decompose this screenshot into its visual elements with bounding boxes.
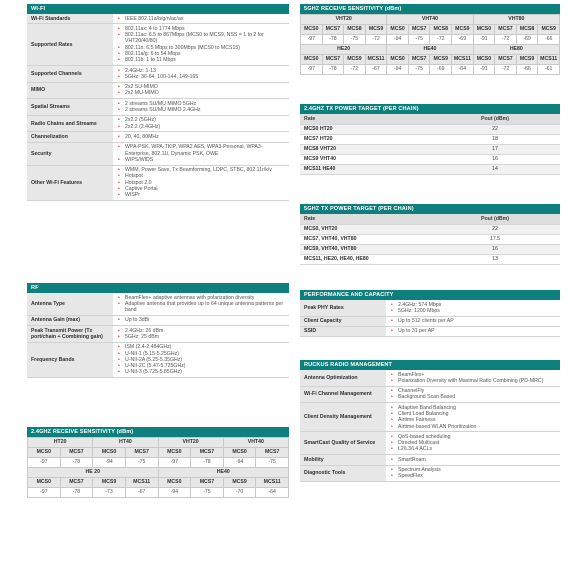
group-header: HE80 bbox=[473, 45, 559, 55]
value-cell: -72 bbox=[344, 65, 366, 75]
rate-cell: MCS0 HT20 bbox=[300, 124, 430, 134]
spec-value-list bbox=[117, 134, 285, 140]
column-header: MCS9 bbox=[452, 25, 474, 35]
spec-row-security bbox=[27, 142, 289, 165]
spec-label: Diagnostic Tools bbox=[300, 465, 386, 482]
value-cell: -97 bbox=[158, 458, 191, 468]
rx5-table bbox=[300, 14, 560, 75]
spec-value-item: • 2 streams SU/MU MIMO 2.4GHz bbox=[117, 107, 285, 113]
column-header: MCS7 bbox=[191, 478, 224, 488]
column-header: MCS7 bbox=[408, 25, 430, 35]
pout-cell: 13 bbox=[430, 254, 560, 264]
spec-value-item: • Up to 31 per AP bbox=[390, 328, 556, 334]
value-cell: -94 bbox=[93, 458, 126, 468]
column-header: MCS0 bbox=[28, 478, 61, 488]
rf-header: RF bbox=[27, 283, 289, 293]
spec-value-item: • Up to 512 clients per AP bbox=[390, 318, 556, 324]
column-header: MCS7 bbox=[495, 25, 517, 35]
spec-row-mobility bbox=[300, 455, 560, 465]
column-header: MCS0 bbox=[387, 25, 409, 35]
spec-value-item: • Adaptive antenna that provides up to 64 unique antenna patterns per band bbox=[117, 301, 285, 314]
value-cell: -78 bbox=[322, 65, 344, 75]
perf-spec-table bbox=[300, 300, 560, 337]
value-cell: -75 bbox=[344, 35, 366, 45]
spec-value-item: • Polarization Diversity with Maximal Ratio Combining (PD-MRC) bbox=[390, 378, 556, 384]
column-header: MCS7 bbox=[60, 448, 93, 458]
pout-header: Pout (dBm) bbox=[430, 114, 560, 124]
spec-value-item: • 2x2:2 (2.4GHz) bbox=[117, 124, 285, 130]
header-row bbox=[300, 214, 560, 224]
value-cell: -91 bbox=[473, 35, 495, 45]
value-cell: -66 bbox=[516, 65, 538, 75]
spec-value-item: • 802.11ax: 4 to 1774 Mbps bbox=[117, 26, 285, 32]
spec-label: Antenna Type bbox=[27, 293, 113, 315]
spec-row-other-wi-fi-features bbox=[27, 165, 289, 200]
value-cell: -78 bbox=[60, 488, 93, 498]
column-header: MCS0 bbox=[28, 448, 61, 458]
rate-header: Rate bbox=[300, 114, 430, 124]
spec-value bbox=[386, 455, 560, 465]
tx5-table bbox=[300, 214, 560, 265]
spec-value bbox=[113, 165, 289, 200]
spec-label: Wi-Fi Channel Management bbox=[300, 386, 386, 403]
column-header: MCS0 bbox=[473, 55, 495, 65]
rx24-header: 2.4GHZ RECEIVE SENSITIVITY (dBm) bbox=[27, 427, 289, 437]
spec-value-list bbox=[390, 467, 556, 480]
spec-value bbox=[113, 142, 289, 165]
table-row bbox=[300, 124, 560, 134]
spec-value-item: • SmartRoam bbox=[390, 457, 556, 463]
spec-value-list bbox=[117, 144, 285, 163]
spec-value-list bbox=[117, 68, 285, 81]
spec-value-item: • QoS-based scheduling bbox=[390, 434, 556, 440]
spec-value bbox=[113, 66, 289, 83]
spec-label: Peak Transmit Power (Tx port/chain + Combining gain) bbox=[27, 326, 113, 343]
column-header: MCS9 bbox=[344, 55, 366, 65]
group-header: VHT20 bbox=[158, 438, 223, 448]
column-header: MCS9 bbox=[538, 25, 560, 35]
rx24-table bbox=[27, 437, 289, 498]
spec-label: Mobility bbox=[300, 455, 386, 465]
spec-value bbox=[386, 326, 560, 336]
spec-value bbox=[113, 24, 289, 66]
spec-value-item: • U-NII-2C (5.47-5.725GHz) bbox=[117, 363, 285, 369]
wifi-section bbox=[27, 4, 289, 201]
pout-cell: 16 bbox=[430, 154, 560, 164]
spec-row-wi-fi-standards bbox=[27, 14, 289, 24]
perf-header: PERFORMANCE AND CAPACITY bbox=[300, 290, 560, 300]
spec-value-list bbox=[117, 295, 285, 314]
rf-spec-table bbox=[27, 293, 289, 378]
group-header: HE20 bbox=[301, 45, 387, 55]
value-cell: -94 bbox=[158, 488, 191, 498]
value-cell: -94 bbox=[387, 35, 409, 45]
table-row bbox=[300, 164, 560, 174]
group-header: VHT20 bbox=[301, 15, 387, 25]
value-cell: -97 bbox=[301, 35, 323, 45]
spec-value-item: • Up to 3dBi bbox=[117, 317, 285, 323]
rate-cell: MCS11 HE40 bbox=[300, 164, 430, 174]
pout-cell: 18 bbox=[430, 134, 560, 144]
spec-value-item: • 802.11b: 1 to 11 Mbps bbox=[117, 57, 285, 63]
rx5-section bbox=[300, 4, 560, 75]
spec-value-list bbox=[117, 101, 285, 114]
spec-value-item: • 20, 40, 80MHz bbox=[117, 134, 285, 140]
spec-label: Client Capacity bbox=[300, 316, 386, 326]
column-header: MCS7 bbox=[322, 55, 344, 65]
value-cell: -75 bbox=[125, 458, 158, 468]
spec-value bbox=[386, 432, 560, 455]
mgmt-header: RUCKUS RADIO MANAGEMENT bbox=[300, 360, 560, 370]
spec-row-peak-transmit-power-tx-port-chain-combining-gain bbox=[27, 326, 289, 343]
spec-row-frequency-bands bbox=[27, 342, 289, 377]
column-header: MCS7 bbox=[495, 55, 517, 65]
spec-value-item: • 5GHz: 36-64, 100-144, 149-165 bbox=[117, 74, 285, 80]
wifi-spec-table bbox=[27, 14, 289, 201]
spec-label: Spatial Streams bbox=[27, 99, 113, 116]
spec-value bbox=[386, 316, 560, 326]
column-header: MCS11 bbox=[256, 478, 289, 488]
spec-value-item: • Hotspot 2.0 bbox=[117, 180, 285, 186]
column-header: MCS7 bbox=[125, 448, 158, 458]
value-cell: -70 bbox=[223, 488, 256, 498]
value-cell: -94 bbox=[387, 65, 409, 75]
pout-cell: 22 bbox=[430, 224, 560, 234]
spec-label: Other Wi-Fi Features bbox=[27, 165, 113, 200]
spec-value bbox=[113, 132, 289, 142]
column-header: MCS7 bbox=[191, 448, 224, 458]
group-header: VHT40 bbox=[387, 15, 473, 25]
spec-value-item: • SpeedFlex bbox=[390, 473, 556, 479]
spec-label: Supported Channels bbox=[27, 66, 113, 83]
column-header: MCS7 bbox=[256, 448, 289, 458]
spec-value-item: • 2.4GHz: 26 dBm bbox=[117, 328, 285, 334]
value-cell: -67 bbox=[365, 65, 387, 75]
spec-value-item: • 2x2:2 (5GHz) bbox=[117, 117, 285, 123]
spec-label: SmartCast Quality of Service bbox=[300, 432, 386, 455]
spec-value-item: • BeamFlex+ bbox=[390, 372, 556, 378]
column-header: MCS8 bbox=[516, 25, 538, 35]
column-header: MCS11 bbox=[365, 55, 387, 65]
pout-header: Pout (dBm) bbox=[430, 214, 560, 224]
rate-cell: MCS7, VHT40, VHT80 bbox=[300, 234, 430, 244]
table-row bbox=[300, 154, 560, 164]
spec-value-item: • Airtime-based WLAN Prioritization bbox=[390, 424, 556, 430]
spec-row-wi-fi-channel-management bbox=[300, 386, 560, 403]
spec-value-item: • 5GHz: 25 dBm bbox=[117, 334, 285, 340]
group-header: HE40 bbox=[387, 45, 473, 55]
group-header-row bbox=[301, 15, 560, 25]
spec-value bbox=[386, 403, 560, 432]
pout-cell: 14 bbox=[430, 164, 560, 174]
spec-row-supported-rates bbox=[27, 24, 289, 66]
spec-value-item: • Captive Portal bbox=[117, 186, 285, 192]
table-row bbox=[300, 144, 560, 154]
value-cell: -75 bbox=[408, 65, 430, 75]
spec-row-channelization bbox=[27, 132, 289, 142]
spec-value-list bbox=[117, 317, 285, 323]
pout-cell: 17 bbox=[430, 144, 560, 154]
spec-value-item: • ChannelFly bbox=[390, 388, 556, 394]
spec-value-item: • WPA-PSK, WPA-TKIP, WPA2 AES, WPA3-Personal, WPA3-Enterprise, 802.11i, Dynamic PSK, OWE bbox=[117, 144, 285, 157]
value-cell: -75 bbox=[408, 35, 430, 45]
rx5-header: 5GHZ RECEIVE SENSITIVITY (dBm) bbox=[300, 4, 560, 14]
spec-value-list bbox=[390, 457, 556, 463]
column-header: MCS9 bbox=[430, 55, 452, 65]
spec-value-item: • IEEE 802.11a/b/g/n/ac/ax bbox=[117, 16, 285, 22]
spec-row-peak-phy-rates bbox=[300, 300, 560, 316]
column-header: MCS8 bbox=[344, 25, 366, 35]
value-cell: -61 bbox=[538, 65, 560, 75]
column-header-row bbox=[28, 448, 289, 458]
spec-label: Peak PHY Rates bbox=[300, 300, 386, 316]
group-header-row bbox=[28, 438, 289, 448]
table-row bbox=[300, 224, 560, 234]
spec-value-item: • WISPr bbox=[117, 192, 285, 198]
spec-value-item: • 2.4GHz: 574 Mbps bbox=[390, 302, 556, 308]
column-header: MCS0 bbox=[223, 448, 256, 458]
spec-value bbox=[113, 326, 289, 343]
spec-value bbox=[386, 370, 560, 386]
spec-value bbox=[386, 386, 560, 403]
table-row bbox=[300, 134, 560, 144]
spec-row-client-capacity bbox=[300, 316, 560, 326]
spec-value-list bbox=[117, 84, 285, 97]
spec-value-item: • 802.11ac: 6.5 to 867Mbps (MCS0 to MCS9, NSS = 1 to 2 for VHT20/40/80) bbox=[117, 32, 285, 45]
spec-row-antenna-type bbox=[27, 293, 289, 315]
spec-label: SSID bbox=[300, 326, 386, 336]
spec-row-smartcast-quality-of-service bbox=[300, 432, 560, 455]
spec-value-list bbox=[117, 16, 285, 22]
column-header: MCS7 bbox=[60, 478, 93, 488]
column-header-row bbox=[28, 478, 289, 488]
spec-value-list bbox=[390, 405, 556, 430]
spec-row-spatial-streams bbox=[27, 99, 289, 116]
spec-row-supported-channels bbox=[27, 66, 289, 83]
value-cell: -78 bbox=[322, 35, 344, 45]
rate-header: Rate bbox=[300, 214, 430, 224]
table-row bbox=[300, 244, 560, 254]
spec-value-item: • 802.11a/g: 6 to 54 Mbps bbox=[117, 51, 285, 57]
spec-row-client-density-management bbox=[300, 403, 560, 432]
spec-value-item: • Adaptive Band Balancing bbox=[390, 405, 556, 411]
spec-value-item: • Spectrum Analysis bbox=[390, 467, 556, 473]
value-cell: -73 bbox=[93, 488, 126, 498]
column-header: MCS11 bbox=[125, 478, 158, 488]
header-row bbox=[300, 114, 560, 124]
spec-value-item: • Airtime Fairness bbox=[390, 417, 556, 423]
spec-value-list bbox=[390, 328, 556, 334]
spec-label: Client Density Management bbox=[300, 403, 386, 432]
group-header: VHT40 bbox=[223, 438, 288, 448]
wifi-header: WI-FI bbox=[27, 4, 289, 14]
spec-value bbox=[113, 82, 289, 99]
spec-value bbox=[113, 315, 289, 325]
spec-value-item: • Directed Multicast bbox=[390, 440, 556, 446]
spec-value-item: • WIPS/WIDS bbox=[117, 157, 285, 163]
group-header: HT20 bbox=[28, 438, 93, 448]
pout-cell: 17.5 bbox=[430, 234, 560, 244]
value-cell: -72 bbox=[495, 35, 517, 45]
column-header: MCS0 bbox=[387, 55, 409, 65]
value-cell-row bbox=[28, 488, 289, 498]
mgmt-section bbox=[300, 360, 560, 482]
spec-value-item: • Hotspot bbox=[117, 173, 285, 179]
spec-value-list bbox=[117, 117, 285, 130]
mgmt-spec-table bbox=[300, 370, 560, 482]
column-header: MCS0 bbox=[93, 448, 126, 458]
value-cell: -78 bbox=[191, 458, 224, 468]
spec-value-item: • 2 streams SU/MU MIMO 5GHz bbox=[117, 101, 285, 107]
spec-value-item: • Background Scan Based bbox=[390, 394, 556, 400]
column-header: MCS11 bbox=[452, 55, 474, 65]
column-header: MCS9 bbox=[93, 478, 126, 488]
column-header: MCS8 bbox=[430, 25, 452, 35]
spec-row-antenna-optimization bbox=[300, 370, 560, 386]
value-cell: -94 bbox=[223, 458, 256, 468]
spec-row-diagnostic-tools bbox=[300, 465, 560, 482]
value-cell-row bbox=[28, 458, 289, 468]
value-cell: -69 bbox=[516, 35, 538, 45]
spec-label: Frequency Bands bbox=[27, 342, 113, 377]
tx24-header: 2.4GHZ TX POWER TARGET (PER CHAIN) bbox=[300, 104, 560, 114]
column-header: MCS0 bbox=[301, 25, 323, 35]
rf-section bbox=[27, 283, 289, 378]
spec-value-list bbox=[117, 167, 285, 198]
group-header-row bbox=[28, 468, 289, 478]
spec-value-item: • ISM (2.4-2.484GHz) bbox=[117, 344, 285, 350]
tx5-section bbox=[300, 204, 560, 265]
table-row bbox=[300, 234, 560, 244]
column-header: MCS7 bbox=[322, 25, 344, 35]
perf-section bbox=[300, 290, 560, 337]
rate-cell: MCS0, VHT20 bbox=[300, 224, 430, 234]
rate-cell: MCS9, VHT40, VHT80 bbox=[300, 244, 430, 254]
spec-value-list bbox=[117, 344, 285, 375]
spec-value bbox=[113, 342, 289, 377]
value-cell: -97 bbox=[28, 488, 61, 498]
spec-label: Security bbox=[27, 142, 113, 165]
spec-value-item: • 5GHz: 1200 Mbps bbox=[390, 308, 556, 314]
value-cell: -64 bbox=[452, 65, 474, 75]
spec-value-item: • WMM, Power Save, Tx Beamforming, LDPC, STBC, 802.11r/k/v bbox=[117, 167, 285, 173]
value-cell: -78 bbox=[60, 458, 93, 468]
column-header: MCS11 bbox=[538, 55, 560, 65]
column-header: MCS0 bbox=[158, 448, 191, 458]
group-header-row bbox=[301, 45, 560, 55]
spec-row-antenna-gain-max bbox=[27, 315, 289, 325]
value-cell: -69 bbox=[430, 65, 452, 75]
spec-value-list bbox=[390, 302, 556, 315]
spec-value-item: • 2.4GHz: 1-13 bbox=[117, 68, 285, 74]
rate-cell: MCS7 HT20 bbox=[300, 134, 430, 144]
column-header: MCS0 bbox=[301, 55, 323, 65]
column-header-row bbox=[301, 55, 560, 65]
value-cell: -72 bbox=[365, 35, 387, 45]
tx5-header: 5GHZ TX POWER TARGET (PER CHAIN) bbox=[300, 204, 560, 214]
spec-value-list bbox=[117, 328, 285, 341]
spec-label: Wi-Fi Standards bbox=[27, 14, 113, 24]
spec-value-item: • U-NII-3 (5.725-5.85GHz) bbox=[117, 369, 285, 375]
spec-value-list bbox=[390, 318, 556, 324]
spec-value-list bbox=[390, 434, 556, 453]
column-header: MCS0 bbox=[158, 478, 191, 488]
spec-value bbox=[113, 293, 289, 315]
group-header: HE40 bbox=[158, 468, 289, 478]
tx24-section bbox=[300, 104, 560, 175]
spec-value-item: • Client Load Balancing bbox=[390, 411, 556, 417]
spec-label: Supported Rates bbox=[27, 24, 113, 66]
column-header: MCS7 bbox=[408, 55, 430, 65]
rx24-section bbox=[27, 427, 289, 498]
spec-value bbox=[386, 300, 560, 316]
spec-label: Radio Chains and Streams bbox=[27, 115, 113, 132]
rate-cell: MCS8 VHT20 bbox=[300, 144, 430, 154]
value-cell: -97 bbox=[301, 65, 323, 75]
group-header: HT40 bbox=[93, 438, 158, 448]
spec-value bbox=[113, 115, 289, 132]
value-cell: -67 bbox=[125, 488, 158, 498]
spec-value-item: • L2/L3/L4 ACLs bbox=[390, 446, 556, 452]
spec-label: Antenna Optimization bbox=[300, 370, 386, 386]
pout-cell: 22 bbox=[430, 124, 560, 134]
column-header-row bbox=[301, 25, 560, 35]
spec-value bbox=[386, 465, 560, 482]
column-header: MCS9 bbox=[223, 478, 256, 488]
spec-label: Channelization bbox=[27, 132, 113, 142]
column-header: MCS0 bbox=[473, 25, 495, 35]
spec-value-item: • U-NII-1 (5.15-5.25GHz) bbox=[117, 351, 285, 357]
spec-label: Antenna Gain (max) bbox=[27, 315, 113, 325]
value-cell-row bbox=[301, 65, 560, 75]
spec-row-radio-chains-and-streams bbox=[27, 115, 289, 132]
group-header: HE 20 bbox=[28, 468, 159, 478]
rate-cell: MCS9 VHT40 bbox=[300, 154, 430, 164]
spec-value-item: • 2x2 SU-MIMO bbox=[117, 84, 285, 90]
spec-value-item: • U-NII-2A (5.25-5.35GHz) bbox=[117, 357, 285, 363]
spec-row-ssid bbox=[300, 326, 560, 336]
column-header: MCS9 bbox=[516, 55, 538, 65]
value-cell: -75 bbox=[191, 488, 224, 498]
value-cell: -66 bbox=[538, 35, 560, 45]
value-cell: -72 bbox=[495, 65, 517, 75]
spec-value-list bbox=[390, 388, 556, 401]
spec-value-list bbox=[117, 26, 285, 64]
tx24-table bbox=[300, 114, 560, 175]
spec-value-item: • BeamFlex+ adaptive antennas with polarization diversity bbox=[117, 295, 285, 301]
value-cell: -91 bbox=[473, 65, 495, 75]
spec-row-mimo bbox=[27, 82, 289, 99]
value-cell: -72 bbox=[430, 35, 452, 45]
column-header: MCS9 bbox=[365, 25, 387, 35]
value-cell: -97 bbox=[28, 458, 61, 468]
spec-value-item: • 802.11n: 6.5 Mbps to 300Mbps (MCS0 to MCS15) bbox=[117, 45, 285, 51]
value-cell-row bbox=[301, 35, 560, 45]
table-row bbox=[300, 254, 560, 264]
pout-cell: 16 bbox=[430, 244, 560, 254]
value-cell: -64 bbox=[256, 488, 289, 498]
spec-label: MIMO bbox=[27, 82, 113, 99]
rate-cell: MCS11, HE20, HE40, HE80 bbox=[300, 254, 430, 264]
group-header: VHT80 bbox=[473, 15, 559, 25]
spec-value-item: • 2x2 MU-MIMO bbox=[117, 90, 285, 96]
spec-value bbox=[113, 14, 289, 24]
spec-value-list bbox=[390, 372, 556, 385]
value-cell: -75 bbox=[256, 458, 289, 468]
spec-value bbox=[113, 99, 289, 116]
value-cell: -69 bbox=[452, 35, 474, 45]
